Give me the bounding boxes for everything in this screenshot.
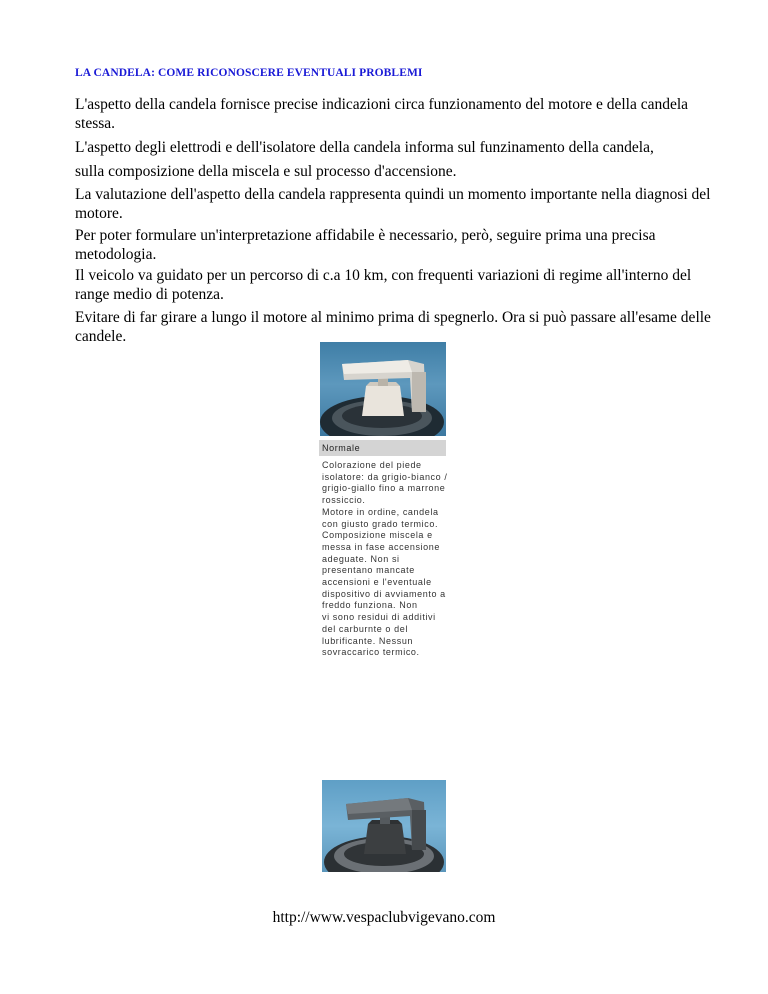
- caption-line: freddo funziona. Non: [322, 600, 418, 611]
- paragraph: Per poter formulare un'interpretazione affidabile è necessario, però, seguire prima una precisa metodologia.: [75, 227, 656, 263]
- document-title: LA CANDELA: COME RICONOSCERE EVENTUALI PROBLEMI: [75, 67, 423, 79]
- paragraph: Evitare di far girare a lungo il motore al minimo prima di spegnerlo. Ora si può passare all'esame delle candele.: [75, 309, 711, 345]
- caption-line: Composizione miscela e: [322, 530, 433, 541]
- paragraph: L'aspetto degli elettrodi e dell'isolatore della candela informa sul funzinamento della candela,: [75, 139, 654, 156]
- spark-plug-normal-image: [320, 342, 446, 436]
- caption-line: accensioni e l'eventuale: [322, 577, 432, 588]
- footer-url: http://www.vespaclubvigevano.com: [272, 909, 496, 926]
- caption-line: rossiccio.: [322, 495, 366, 506]
- paragraph: Il veicolo va guidato per un percorso di c.a 10 km, con frequenti variazioni di regime all'interno del range medio di potenza.: [75, 267, 692, 303]
- figure-caption-heading: Normale: [319, 440, 446, 456]
- caption-line: vi sono residui di additivi: [322, 612, 436, 623]
- caption-line: presentano mancate: [322, 565, 415, 576]
- caption-line: adeguate. Non si: [322, 553, 400, 564]
- caption-line: grigio-giallo fino a marrone: [322, 483, 446, 494]
- caption-line: sovraccarico termico.: [322, 647, 420, 658]
- caption-line: messa in fase accensione: [322, 541, 440, 552]
- paragraph: L'aspetto della candela fornisce precise indicazioni circa funzionamento del motore e della candela stessa.: [75, 96, 689, 132]
- caption-line: dispositivo di avviamento a: [322, 588, 446, 599]
- caption-line: isolatore: da grigio-bianco /: [322, 471, 448, 482]
- caption-line: del carburnte o del: [322, 623, 408, 634]
- paragraph: sulla composizione della miscela e sul processo d'accensione.: [75, 163, 457, 180]
- caption-line: Colorazione del piede: [322, 460, 422, 470]
- caption-line: con giusto grado termico.: [322, 518, 439, 529]
- spark-plug-sooty-image: [322, 780, 446, 872]
- figure-caption: [322, 460, 446, 659]
- paragraph: La valutazione dell'aspetto della candela rappresenta quindi un momento importante nella diagnosi del motore.: [75, 186, 711, 222]
- caption-line: lubrificante. Nessun: [322, 635, 414, 646]
- caption-line: Motore in ordine, candela: [322, 506, 439, 517]
- spark-plug-sooty-illustration: [322, 780, 446, 872]
- spark-plug-normal-illustration: [320, 342, 446, 436]
